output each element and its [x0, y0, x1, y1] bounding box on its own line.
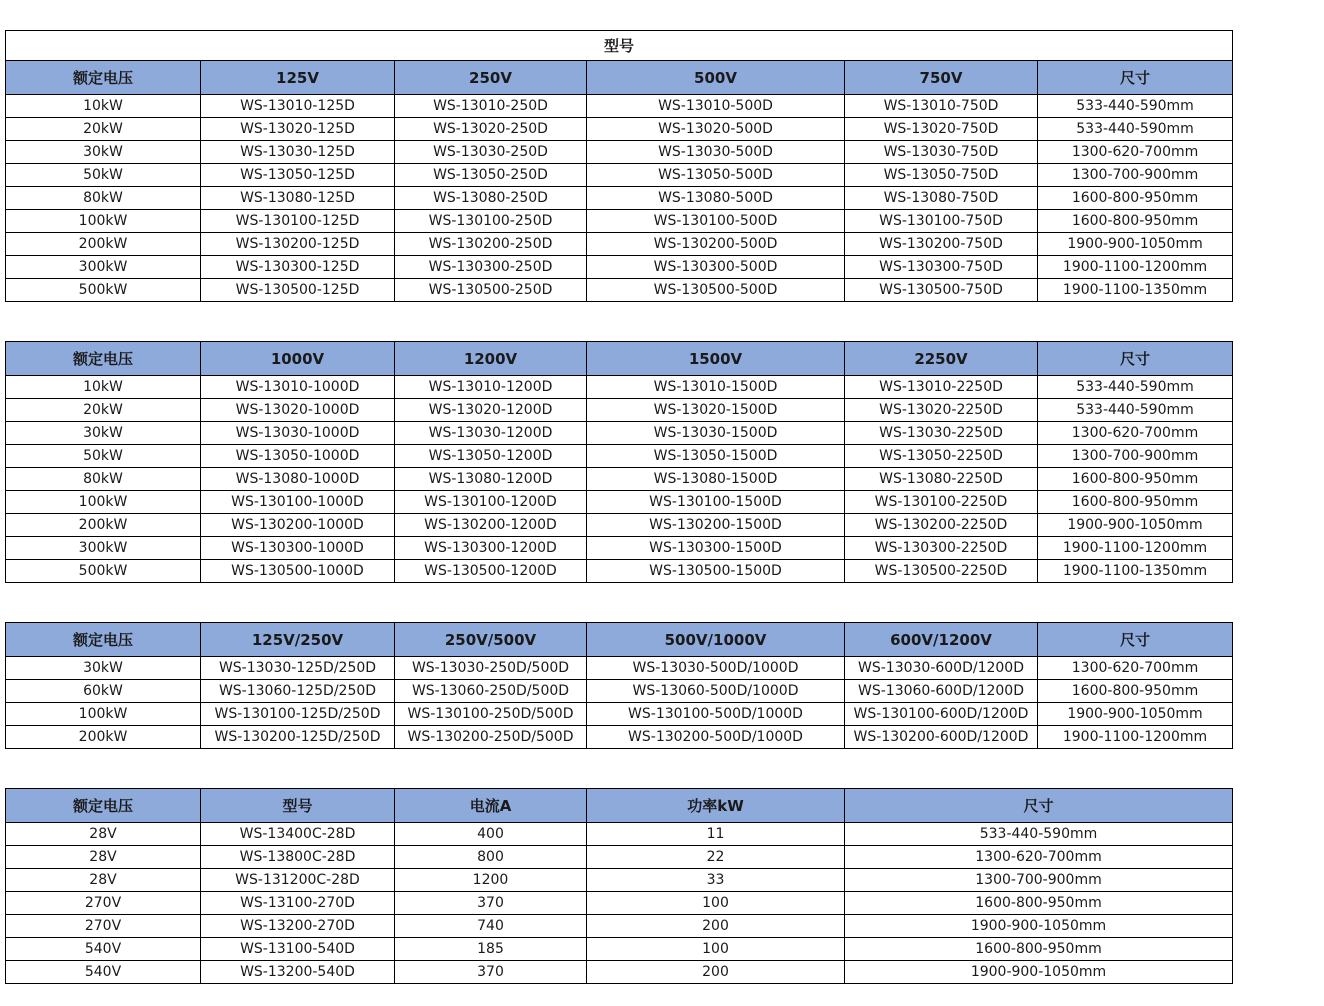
- table-row: [6, 560, 1233, 583]
- header-cell: 1000V: [201, 342, 395, 376]
- table-cell: WS-13030-125D: [201, 141, 395, 164]
- table-cell: WS-130200-125D/250D: [201, 726, 395, 749]
- header-cell: 125V: [201, 61, 395, 95]
- table-cell: 100kW: [6, 491, 201, 514]
- table-cell: 20kW: [6, 118, 201, 141]
- model-table-3: [5, 622, 1233, 749]
- model-table-2: [5, 341, 1233, 583]
- table-row: [6, 141, 1233, 164]
- table-cell: WS-130200-125D: [201, 233, 395, 256]
- table-cell: 30kW: [6, 141, 201, 164]
- table-row: [6, 233, 1233, 256]
- table-cell: WS-13010-500D: [587, 95, 845, 118]
- table-cell: 28V: [6, 823, 201, 846]
- table-row: [6, 938, 1233, 961]
- table-cell: WS-13200-270D: [201, 915, 395, 938]
- table-cell: 1900-1100-1200mm: [1038, 537, 1233, 560]
- table-row: [6, 680, 1233, 703]
- table-cell: WS-13030-125D/250D: [201, 657, 395, 680]
- table-cell: WS-130300-250D: [395, 256, 587, 279]
- table-cell: 1300-620-700mm: [845, 846, 1233, 869]
- table-row: [6, 961, 1233, 984]
- table-cell: WS-130300-500D: [587, 256, 845, 279]
- table-body: [6, 376, 1233, 583]
- table-cell: WS-130200-750D: [845, 233, 1038, 256]
- table-row: [6, 95, 1233, 118]
- table-cell: 270V: [6, 915, 201, 938]
- table-cell: WS-130200-500D/1000D: [587, 726, 845, 749]
- table-cell: WS-130300-750D: [845, 256, 1038, 279]
- table-cell: 100: [587, 892, 845, 915]
- header-cell: 尺寸: [1038, 342, 1233, 376]
- table-cell: WS-130200-1000D: [201, 514, 395, 537]
- table-cell: 300kW: [6, 537, 201, 560]
- header-cell: 2250V: [845, 342, 1038, 376]
- table-cell: WS-13020-1200D: [395, 399, 587, 422]
- table-cell: WS-130100-125D: [201, 210, 395, 233]
- table-row: [6, 210, 1233, 233]
- header-cell: 型号: [201, 789, 395, 823]
- table-cell: 100: [587, 938, 845, 961]
- header-cell: 500V/1000V: [587, 623, 845, 657]
- table-cell: WS-13400C-28D: [201, 823, 395, 846]
- header-cell: 功率kW: [587, 789, 845, 823]
- table-cell: 28V: [6, 869, 201, 892]
- table-body: [6, 95, 1233, 302]
- header-cell: 额定电压: [6, 342, 201, 376]
- table-cell: WS-13030-750D: [845, 141, 1038, 164]
- table-cell: WS-130500-1000D: [201, 560, 395, 583]
- header-cell: 750V: [845, 61, 1038, 95]
- table-cell: WS-13020-1500D: [587, 399, 845, 422]
- header-cell: 1500V: [587, 342, 845, 376]
- table-cell: 533-440-590mm: [1038, 95, 1233, 118]
- table-cell: 50kW: [6, 164, 201, 187]
- header-cell: 125V/250V: [201, 623, 395, 657]
- table-cell: 1600-800-950mm: [845, 938, 1233, 961]
- table-cell: WS-13080-250D: [395, 187, 587, 210]
- header-cell: 500V: [587, 61, 845, 95]
- table-cell: 1900-1100-1350mm: [1038, 279, 1233, 302]
- table-cell: WS-13030-1500D: [587, 422, 845, 445]
- table-cell: 30kW: [6, 422, 201, 445]
- table-cell: 185: [395, 938, 587, 961]
- table-cell: WS-130300-1200D: [395, 537, 587, 560]
- table-cell: WS-13010-1500D: [587, 376, 845, 399]
- table-cell: 10kW: [6, 376, 201, 399]
- table-row: [6, 422, 1233, 445]
- table-cell: WS-13200-540D: [201, 961, 395, 984]
- table-cell: WS-13030-250D: [395, 141, 587, 164]
- table-cell: WS-130500-500D: [587, 279, 845, 302]
- table-cell: WS-130100-1200D: [395, 491, 587, 514]
- table-row: [6, 399, 1233, 422]
- table-cell: WS-13050-250D: [395, 164, 587, 187]
- table-cell: WS-13080-125D: [201, 187, 395, 210]
- table-row: [6, 892, 1233, 915]
- table-cell: 1900-900-1050mm: [1038, 703, 1233, 726]
- table-cell: 533-440-590mm: [1038, 376, 1233, 399]
- table-cell: WS-13080-1200D: [395, 468, 587, 491]
- table-cell: WS-13080-1000D: [201, 468, 395, 491]
- table-cell: WS-130200-250D: [395, 233, 587, 256]
- table-cell: WS-13080-500D: [587, 187, 845, 210]
- table-cell: 80kW: [6, 187, 201, 210]
- table-cell: WS-13050-500D: [587, 164, 845, 187]
- table-cell: 270V: [6, 892, 201, 915]
- table-cell: 20kW: [6, 399, 201, 422]
- table-row: [6, 279, 1233, 302]
- table-cell: WS-130200-1500D: [587, 514, 845, 537]
- table-row: [6, 726, 1233, 749]
- table-cell: WS-13030-500D/1000D: [587, 657, 845, 680]
- table-cell: WS-13050-750D: [845, 164, 1038, 187]
- table-cell: WS-13010-750D: [845, 95, 1038, 118]
- table-cell: 1900-1100-1200mm: [1038, 256, 1233, 279]
- model-table-1: [5, 30, 1233, 302]
- table-cell: 1300-620-700mm: [1038, 657, 1233, 680]
- table-cell: WS-130500-1200D: [395, 560, 587, 583]
- table-cell: WS-130500-125D: [201, 279, 395, 302]
- table-cell: WS-130100-250D/500D: [395, 703, 587, 726]
- table-cell: 370: [395, 892, 587, 915]
- table-cell: WS-13030-1000D: [201, 422, 395, 445]
- table-row: [6, 869, 1233, 892]
- table-cell: 1900-900-1050mm: [1038, 233, 1233, 256]
- table-cell: 1300-620-700mm: [1038, 422, 1233, 445]
- table-row: [6, 118, 1233, 141]
- model-table-4: [5, 788, 1233, 984]
- table-cell: WS-130100-250D: [395, 210, 587, 233]
- table-cell: WS-13030-1200D: [395, 422, 587, 445]
- table-cell: WS-13050-1500D: [587, 445, 845, 468]
- table-cell: 28V: [6, 846, 201, 869]
- header-cell: 250V: [395, 61, 587, 95]
- table-cell: WS-130100-750D: [845, 210, 1038, 233]
- header-cell: 尺寸: [1038, 623, 1233, 657]
- table-cell: 1600-800-950mm: [1038, 468, 1233, 491]
- table-cell: WS-130300-2250D: [845, 537, 1038, 560]
- header-row: [6, 789, 1233, 823]
- header-cell: 额定电压: [6, 789, 201, 823]
- table-cell: WS-13800C-28D: [201, 846, 395, 869]
- table-cell: WS-13020-250D: [395, 118, 587, 141]
- table-row: [6, 514, 1233, 537]
- table-cell: 1300-700-900mm: [1038, 445, 1233, 468]
- table-cell: WS-130200-250D/500D: [395, 726, 587, 749]
- table-row: [6, 256, 1233, 279]
- table-cell: WS-13030-600D/1200D: [845, 657, 1038, 680]
- table-title: 型号: [6, 31, 1233, 61]
- table-cell: 200: [587, 961, 845, 984]
- table-cell: 1900-900-1050mm: [1038, 514, 1233, 537]
- table-cell: 1300-700-900mm: [845, 869, 1233, 892]
- header-cell: 尺寸: [1038, 61, 1233, 95]
- table-cell: 1600-800-950mm: [1038, 680, 1233, 703]
- table-cell: 1900-1100-1350mm: [1038, 560, 1233, 583]
- table-cell: WS-13060-600D/1200D: [845, 680, 1038, 703]
- header-cell: 250V/500V: [395, 623, 587, 657]
- table-cell: 1300-700-900mm: [1038, 164, 1233, 187]
- header-cell: 额定电压: [6, 623, 201, 657]
- table-cell: WS-13030-250D/500D: [395, 657, 587, 680]
- table-cell: 1600-800-950mm: [1038, 210, 1233, 233]
- table-cell: 1200: [395, 869, 587, 892]
- table-cell: 10kW: [6, 95, 201, 118]
- table-row: [6, 537, 1233, 560]
- table-cell: 533-440-590mm: [1038, 399, 1233, 422]
- table-cell: 200kW: [6, 233, 201, 256]
- table-cell: WS-131200C-28D: [201, 869, 395, 892]
- table-cell: 22: [587, 846, 845, 869]
- table-cell: WS-130100-1000D: [201, 491, 395, 514]
- table-cell: WS-13060-500D/1000D: [587, 680, 845, 703]
- table-cell: 1600-800-950mm: [845, 892, 1233, 915]
- table-cell: WS-13010-125D: [201, 95, 395, 118]
- table-cell: 540V: [6, 938, 201, 961]
- table-row: [6, 657, 1233, 680]
- header-row: [6, 342, 1233, 376]
- table-cell: 200kW: [6, 726, 201, 749]
- table-cell: WS-130500-1500D: [587, 560, 845, 583]
- table-cell: WS-13060-125D/250D: [201, 680, 395, 703]
- table-cell: 1600-800-950mm: [1038, 187, 1233, 210]
- table-cell: 33: [587, 869, 845, 892]
- table-cell: 1900-900-1050mm: [845, 961, 1233, 984]
- table-body: [6, 657, 1233, 749]
- header-cell: 1200V: [395, 342, 587, 376]
- table-cell: WS-130200-500D: [587, 233, 845, 256]
- header-row: [6, 61, 1233, 95]
- table-cell: 500kW: [6, 560, 201, 583]
- table-row: [6, 445, 1233, 468]
- table-cell: 60kW: [6, 680, 201, 703]
- table-cell: WS-13010-1000D: [201, 376, 395, 399]
- table-cell: 400: [395, 823, 587, 846]
- table-cell: WS-13010-250D: [395, 95, 587, 118]
- table-cell: 50kW: [6, 445, 201, 468]
- table-cell: 533-440-590mm: [845, 823, 1233, 846]
- table-row: [6, 823, 1233, 846]
- table-cell: WS-130300-1500D: [587, 537, 845, 560]
- header-row: [6, 623, 1233, 657]
- table-cell: WS-13030-500D: [587, 141, 845, 164]
- table-body: [6, 823, 1233, 984]
- table-cell: 300kW: [6, 256, 201, 279]
- table-cell: WS-130100-2250D: [845, 491, 1038, 514]
- table-cell: 740: [395, 915, 587, 938]
- table-cell: WS-130300-125D: [201, 256, 395, 279]
- table-cell: WS-130200-1200D: [395, 514, 587, 537]
- table-cell: 800: [395, 846, 587, 869]
- table-row: [6, 846, 1233, 869]
- table-cell: WS-13080-2250D: [845, 468, 1038, 491]
- header-cell: 额定电压: [6, 61, 201, 95]
- table-cell: WS-13010-1200D: [395, 376, 587, 399]
- table-row: [6, 915, 1233, 938]
- table-cell: WS-130100-500D/1000D: [587, 703, 845, 726]
- table-cell: 500kW: [6, 279, 201, 302]
- table-row: [6, 187, 1233, 210]
- table-row: [6, 491, 1233, 514]
- table-cell: WS-13020-1000D: [201, 399, 395, 422]
- table-row: [6, 468, 1233, 491]
- table-cell: WS-13010-2250D: [845, 376, 1038, 399]
- table-row: [6, 164, 1233, 187]
- table-cell: WS-130200-2250D: [845, 514, 1038, 537]
- header-cell: 电流A: [395, 789, 587, 823]
- table-cell: WS-13050-2250D: [845, 445, 1038, 468]
- table-cell: 1900-900-1050mm: [845, 915, 1233, 938]
- table-cell: WS-13020-125D: [201, 118, 395, 141]
- table-cell: 100kW: [6, 703, 201, 726]
- table-cell: WS-130100-1500D: [587, 491, 845, 514]
- table-cell: WS-130100-600D/1200D: [845, 703, 1038, 726]
- table-cell: WS-130500-2250D: [845, 560, 1038, 583]
- table-cell: 1300-620-700mm: [1038, 141, 1233, 164]
- table-row: [6, 703, 1233, 726]
- table-cell: WS-130500-750D: [845, 279, 1038, 302]
- table-cell: WS-13080-1500D: [587, 468, 845, 491]
- table-cell: 11: [587, 823, 845, 846]
- table-cell: WS-13100-270D: [201, 892, 395, 915]
- table-cell: WS-13100-540D: [201, 938, 395, 961]
- table-cell: 100kW: [6, 210, 201, 233]
- table-cell: 1900-1100-1200mm: [1038, 726, 1233, 749]
- table-cell: WS-13050-125D: [201, 164, 395, 187]
- table-cell: WS-13050-1200D: [395, 445, 587, 468]
- table-cell: 533-440-590mm: [1038, 118, 1233, 141]
- table-cell: WS-13020-2250D: [845, 399, 1038, 422]
- table-cell: 370: [395, 961, 587, 984]
- table-cell: 200kW: [6, 514, 201, 537]
- table-cell: 200: [587, 915, 845, 938]
- table-cell: 540V: [6, 961, 201, 984]
- table-cell: WS-13050-1000D: [201, 445, 395, 468]
- table-cell: 1600-800-950mm: [1038, 491, 1233, 514]
- table-cell: WS-130100-500D: [587, 210, 845, 233]
- table-cell: WS-13080-750D: [845, 187, 1038, 210]
- table-cell: WS-13020-750D: [845, 118, 1038, 141]
- table-row: [6, 376, 1233, 399]
- table-cell: WS-130500-250D: [395, 279, 587, 302]
- table-cell: 30kW: [6, 657, 201, 680]
- table-cell: WS-130200-600D/1200D: [845, 726, 1038, 749]
- table-cell: WS-130100-125D/250D: [201, 703, 395, 726]
- table-cell: WS-13020-500D: [587, 118, 845, 141]
- table-cell: 80kW: [6, 468, 201, 491]
- table-cell: WS-130300-1000D: [201, 537, 395, 560]
- table-cell: WS-13060-250D/500D: [395, 680, 587, 703]
- table-cell: WS-13030-2250D: [845, 422, 1038, 445]
- header-cell: 600V/1200V: [845, 623, 1038, 657]
- header-cell: 尺寸: [845, 789, 1233, 823]
